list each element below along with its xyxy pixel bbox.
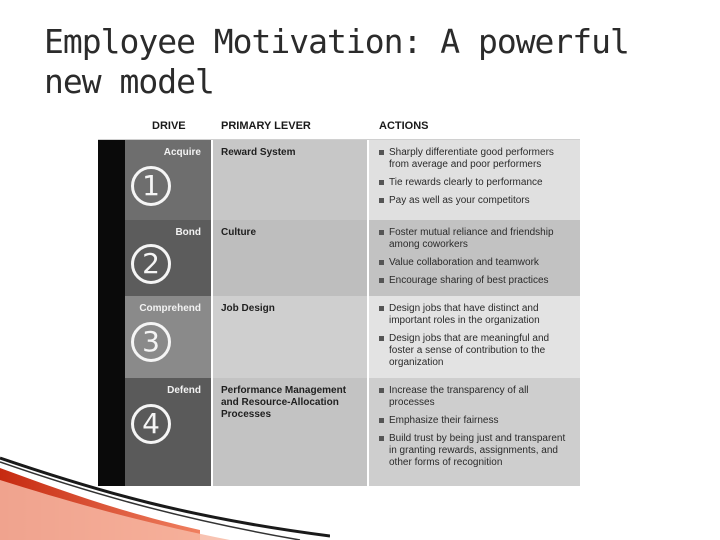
drive-cell-comprehend	[125, 296, 211, 378]
drive-label: Defend	[167, 385, 201, 396]
actions-cell	[369, 220, 580, 296]
actions-cell	[369, 296, 580, 378]
header-drive: DRIVE	[152, 120, 186, 132]
lever-label: Job Design	[221, 303, 275, 314]
actions-list	[369, 140, 580, 207]
drive-cell-bond	[125, 220, 211, 296]
drive-number: 1	[131, 166, 171, 206]
lever-cell	[213, 220, 367, 296]
action-item: Sharply differentiate good performers from average and poor performers	[379, 147, 574, 171]
actions-list	[369, 296, 580, 369]
actions-list	[369, 378, 580, 469]
drive-strip	[98, 140, 125, 486]
actions-list	[369, 220, 580, 287]
action-item: Build trust by being just and transparent in granting rewards, assignments, and other forms of recognition	[379, 433, 574, 469]
corner-swoosh-decoration	[0, 450, 330, 540]
motivation-table	[98, 112, 580, 486]
action-item: Emphasize their fairness	[379, 415, 574, 427]
action-item: Pay as well as your competitors	[379, 195, 574, 207]
action-item: Encourage sharing of best practices	[379, 275, 574, 287]
action-item: Design jobs that have distinct and important roles in the organization	[379, 303, 574, 327]
drive-number: 2	[131, 244, 171, 284]
drive-number: 4	[131, 404, 171, 444]
action-item: Increase the transparency of all processes	[379, 385, 574, 409]
action-item: Design jobs that are meaningful and foster a sense of contribution to the organization	[379, 333, 574, 369]
slide-title: Employee Motivation: A powerful new model	[44, 22, 629, 101]
actions-cell	[369, 140, 580, 220]
drive-label: Bond	[175, 227, 201, 238]
lever-label: Performance Management and Resource-Allocation Processes	[221, 385, 347, 420]
drive-cell-acquire	[125, 140, 211, 220]
lever-cell	[213, 140, 367, 220]
lever-label: Reward System	[221, 147, 296, 158]
drive-number: 3	[131, 322, 171, 362]
action-item: Tie rewards clearly to performance	[379, 177, 574, 189]
action-item: Value collaboration and teamwork	[379, 257, 574, 269]
action-item: Foster mutual reliance and friendship among coworkers	[379, 227, 574, 251]
lever-cell	[213, 296, 367, 378]
header-actions: ACTIONS	[379, 120, 429, 132]
drive-label: Comprehend	[139, 303, 201, 314]
header-primary-lever: PRIMARY LEVER	[221, 120, 311, 132]
drive-label: Acquire	[163, 147, 201, 158]
lever-label: Culture	[221, 227, 256, 238]
actions-cell	[369, 378, 580, 486]
